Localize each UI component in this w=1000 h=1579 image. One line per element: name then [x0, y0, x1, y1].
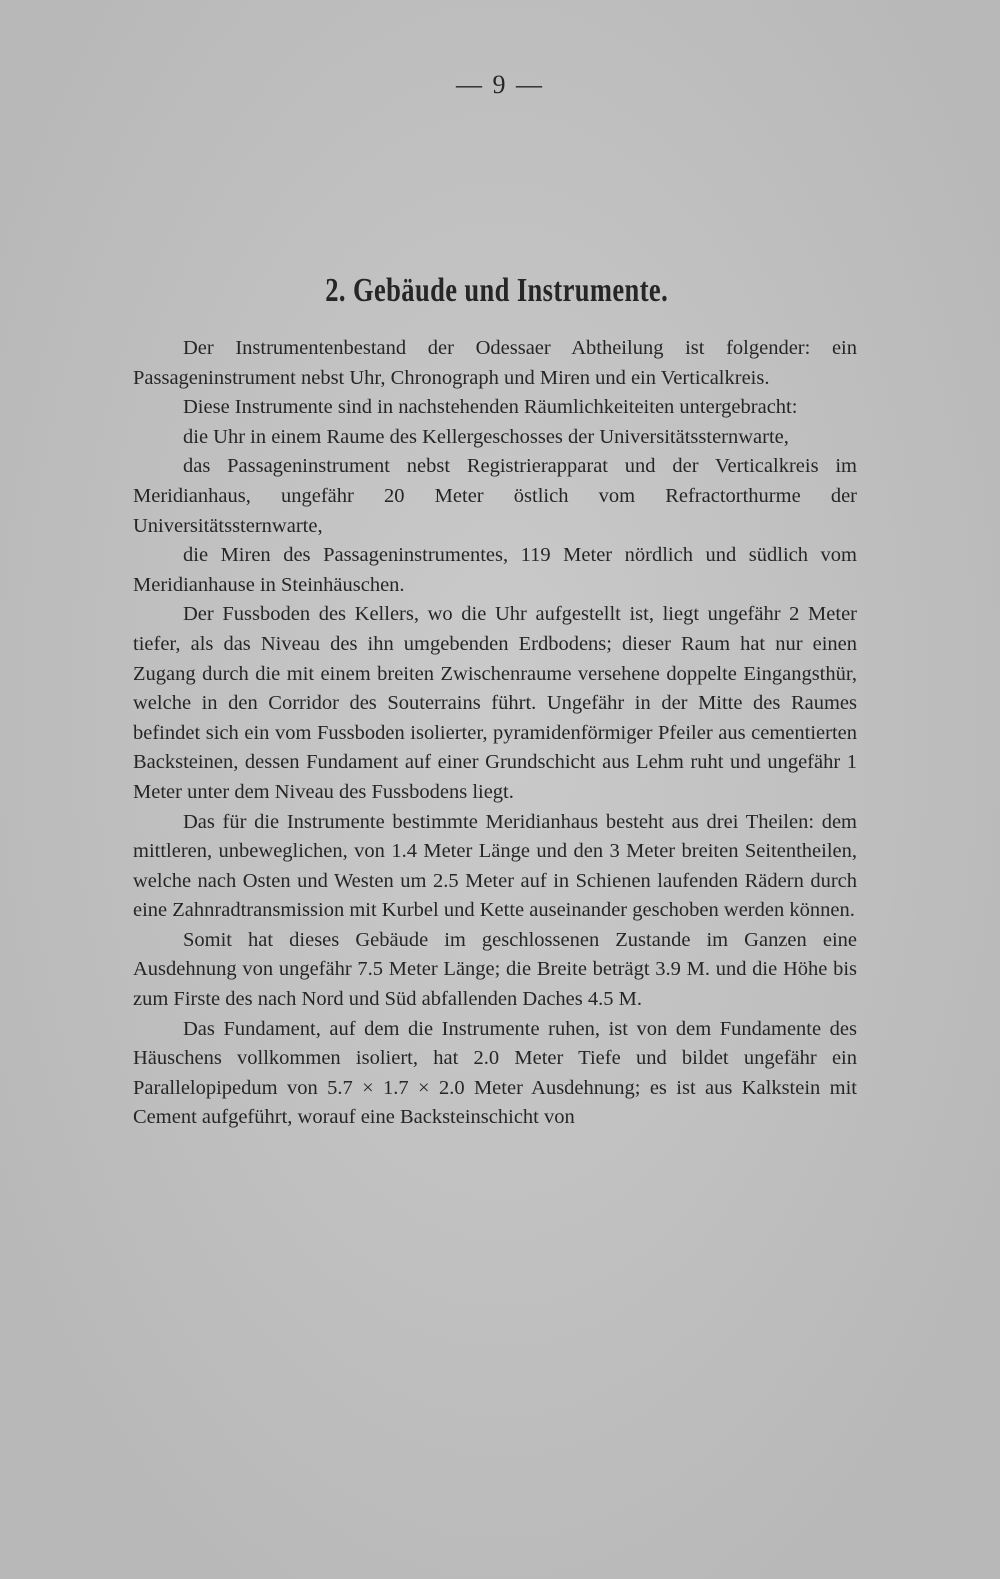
paragraph: Das für die Instrumente bestimmte Meridianhaus besteht aus drei Theilen: dem mittleren, unbeweglichen, von 1.4 Meter Länge und den 3 Meter breiten Seitentheilen, welche nach Osten und Westen um 2.5 Meter auf in Schienen laufenden Rädern durch eine Zahnradtransmission mit Kurbel und Kette auseinander geschoben werden können. — [133, 810, 857, 922]
paragraph: Das Fundament, auf dem die Instrumente ruhen, ist von dem Fundamente des Häuschens vollkommen isoliert, hat 2.0 Meter Tiefe und bildet ungefähr ein Parallelopipedum von 5.7 × 1.7 × 2.0 Meter Ausdehnung; es ist aus Kalkstein mit Cement aufgeführt, worauf eine Backsteinschicht von — [133, 1017, 857, 1129]
paragraph: die Miren des Passageninstrumentes, 119 Meter nördlich und südlich vom Meridianhause in Steinhäuschen. — [133, 544, 857, 596]
body-text — [133, 334, 857, 1133]
paragraph: das Passageninstrument nebst Registrierapparat und der Verticalkreis im Meridianhaus, ungefähr 20 Meter östlich vom Refractorthurme der Universitätssternwarte, — [133, 455, 857, 537]
paragraph: Somit hat dieses Gebäude im geschlossenen Zustande im Ganzen eine Ausdehnung von ungefähr 7.5 Meter Länge; die Breite beträgt 3.9 M. und die Höhe bis zum Firste des nach Nord und Süd abfallenden Daches 4.5 M. — [133, 928, 857, 1011]
page-number: — 9 — — [456, 70, 544, 99]
paragraph: die Uhr in einem Raume des Kellergeschosses der Universitätssternwarte, — [183, 425, 789, 448]
section-title: 2. Gebäude und Instrumente. — [325, 272, 669, 309]
paragraph: Diese Instrumente sind in nachstehenden Räumlichkeiteiten untergebracht: — [183, 396, 798, 419]
paragraph: Der Instrumentenbestand der Odessaer Abtheilung ist folgender: ein Passageninstrument nebst Uhr, Chronograph und Miren und ein Verticalkreis. — [133, 337, 857, 389]
paragraph: Der Fussboden des Kellers, wo die Uhr aufgestellt ist, liegt ungefähr 2 Meter tiefer, als das Niveau des ihn umgebenden Erdbodens; dieser Raum hat nur einen Zugang durch die mit einem breiten Zwischenraume versehene doppelte Eingangsthür, welche in den Corridor des Souterrains führt. Ungefähr in der Mitte des Raumes befindet sich ein vom Fussboden isolierter, pyramidenförmiger Pfeiler aus cementierten Backsteinen, dessen Fundament auf einer Grundschicht aus Lehm ruht und ungefähr 1 Meter unter dem Niveau des Fussbodens liegt. — [133, 603, 857, 803]
